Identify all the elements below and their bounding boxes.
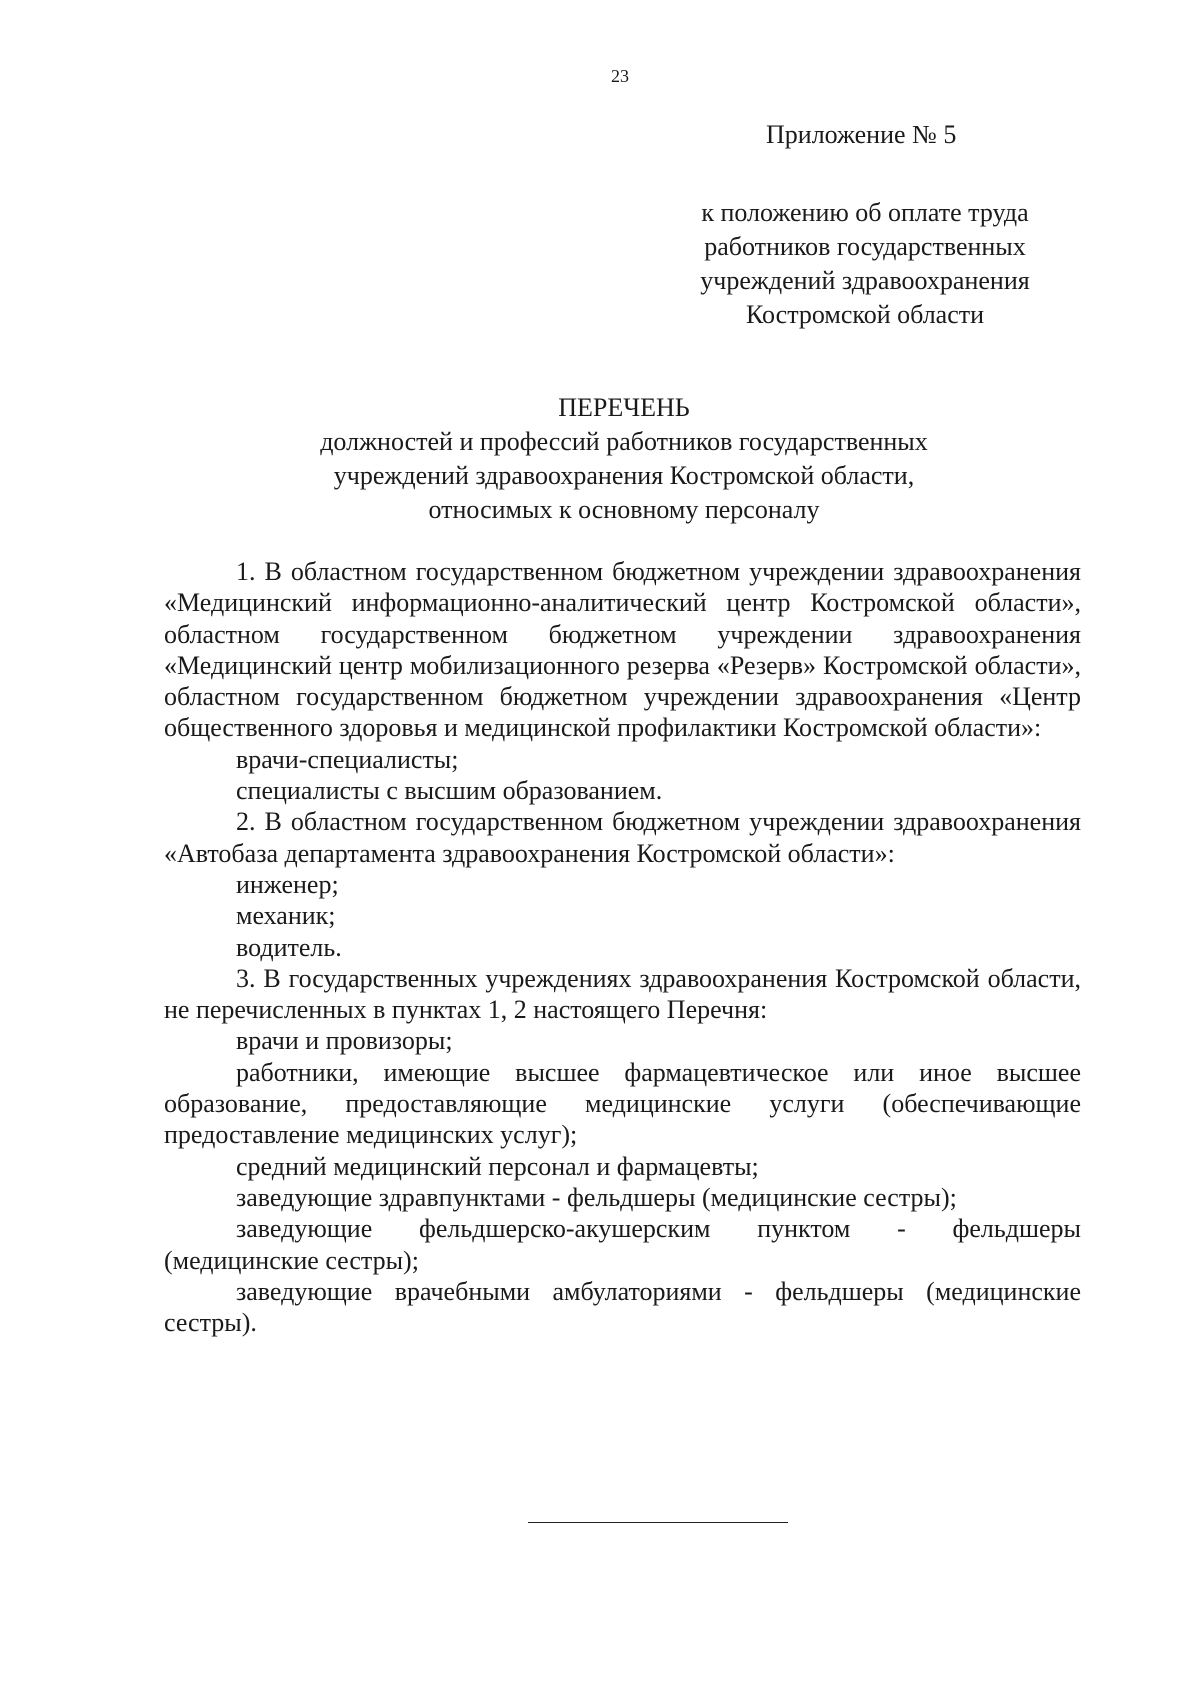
list-item: заведующие здравпунктами - фельдшеры (медицинские сестры);: [236, 1182, 957, 1212]
appendix-title: Приложение № 5: [766, 120, 957, 149]
page-number: 23: [611, 66, 629, 86]
appendix-subtitle: [680, 196, 1050, 332]
document-body: [164, 556, 1081, 1338]
list-item: инженер;: [236, 869, 339, 899]
list-item: заведующие врачебными амбулаториями - фельдшеры (медицинские сестры).: [164, 1276, 1081, 1338]
document-subtitle-line: относимых к основному персоналу: [428, 495, 820, 524]
list-item: заведующие фельдшерско-акушерским пунктом - фельдшеры (медицинские сестры);: [164, 1214, 1081, 1275]
list-item: механик;: [236, 901, 336, 931]
closing-rule: [528, 1522, 788, 1523]
list-item: врачи и провизоры;: [236, 1026, 453, 1056]
section-2-paragraph: 2. В областном государственном бюджетном учреждении здравоохранения «Автобаза департамента здравоохранения Костромской области»:: [164, 807, 1081, 868]
list-item: водитель.: [236, 932, 342, 962]
section-1-paragraph: 1. В областном государственном бюджетном учреждении здравоохранения «Медицинский информационно-аналитический центр Костромской области», областном государственном бюджетном учреждении здравоохранения «Медицинский центр мобилизационного резерва «Резерв» Костромской области», областном государственном бюджетном учреждении здравоохранения «Центр общественного здоровья и медицинской профилактики Костромской области»:: [164, 557, 1081, 743]
list-item: специалисты с высшим образованием.: [236, 776, 663, 806]
document-subtitle-line: должностей и профессий работников государственных: [320, 427, 928, 456]
appendix-subtitle-line: к положению об оплате труда: [701, 198, 1029, 227]
list-item: средний медицинский персонал и фармацевты;: [236, 1151, 759, 1181]
appendix-subtitle-line: работников государственных: [704, 232, 1026, 261]
document-subtitle-line: учреждений здравоохранения Костромской области,: [333, 461, 915, 490]
list-item: врачи-специалисты;: [236, 744, 459, 774]
document-heading: [0, 391, 1200, 527]
appendix-subtitle-line: учреждений здравоохранения: [700, 266, 1030, 295]
list-item: работники, имеющие высшее фармацевтическое или иное высшее образование, предоставляющие медицинские услуги (обеспечивающие предоставление медицинских услуг);: [164, 1057, 1081, 1150]
appendix-subtitle-line: Костромской области: [745, 300, 985, 329]
document-title: ПЕРЕЧЕНЬ: [558, 393, 690, 422]
section-3-paragraph: 3. В государственных учреждениях здравоохранения Костромской области, не перечисленных в пунктах 1, 2 настоящего Перечня:: [164, 963, 1081, 1025]
